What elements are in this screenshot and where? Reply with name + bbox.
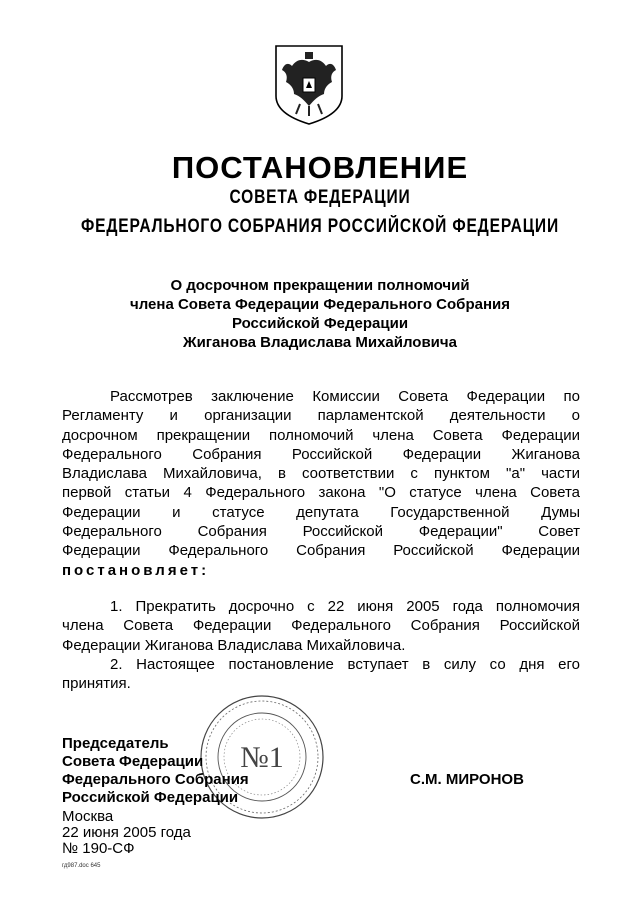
seal-number: №1 (240, 741, 284, 774)
subject-line: Российской Федерации (231, 315, 409, 332)
text-line: Федерального Собрания Российской Федерации" Совет (62, 523, 580, 541)
preamble-paragraph (62, 387, 580, 580)
text-line: Федерации Жиганова Владислава Михайловича. (62, 636, 406, 654)
document-title: ПОСТАНОВЛЕНИЕ (171, 150, 469, 185)
text-line: Рассмотрев заключение Комиссии Совета Федерации по (110, 388, 580, 405)
text-line: Федерального Собрания Российской Федерации Жиганова (62, 445, 580, 463)
issuer-line-1: СОВЕТА ФЕДЕРАЦИИ (229, 187, 411, 208)
document-number: № 190-СФ (62, 840, 135, 857)
signatory-title (62, 735, 249, 807)
signatory-line: Председатель (62, 735, 169, 752)
subject-line: О досрочном прекращении полномочий (170, 277, 470, 294)
text-line: Владислава Михайловича, в соответствии с пунктом "а" части (62, 465, 580, 483)
subject-line: Жиганова Владислава Михайловича (183, 334, 457, 351)
text-line: Федерации Федерального Собрания Российской Федерации (62, 542, 580, 560)
text-line: первой статьи 4 Федерального закона "О статусе члена Совета (62, 484, 580, 502)
signatory-line: Российской Федерации (62, 789, 239, 806)
issue-date: 22 июня 2005 года (62, 824, 191, 841)
file-reference: гд987.doc 645 (62, 863, 101, 869)
subject-line: члена Совета Федерации Федерального Собрания (130, 296, 510, 313)
issuer-line-2: ФЕДЕРАЛЬНОГО СОБРАНИЯ РОССИЙСКОЙ ФЕДЕРАЦИИ (81, 216, 559, 237)
text-line: Федерации и статусе депутата Государственной Думы (62, 503, 580, 521)
signatory-name: С.М. МИРОНОВ (410, 771, 524, 788)
resolve-word: постановляет: (62, 561, 210, 579)
text-line: досрочном прекращении полномочий члена Совета Федерации (62, 426, 580, 444)
issue-place: Москва (62, 808, 114, 825)
issue-details (62, 809, 191, 857)
text-line: 2. Настоящее постановление вступает в силу со дня его (110, 655, 580, 673)
text-line: Регламенту и организации парламентской деятельности о (62, 407, 580, 425)
document-subject (60, 276, 580, 352)
signatory-line: Федерального Собрания (62, 771, 249, 788)
text-line: члена Совета Федерации Федерального Собрания Российской (62, 617, 580, 635)
signatory-line: Совета Федерации (62, 753, 204, 770)
double-headed-eagle-icon (272, 44, 346, 126)
text-line: 1. Прекратить досрочно с 22 июня 2005 года полномочия (110, 598, 580, 615)
resolution-items (62, 597, 580, 693)
text-line: принятия. (62, 675, 131, 693)
